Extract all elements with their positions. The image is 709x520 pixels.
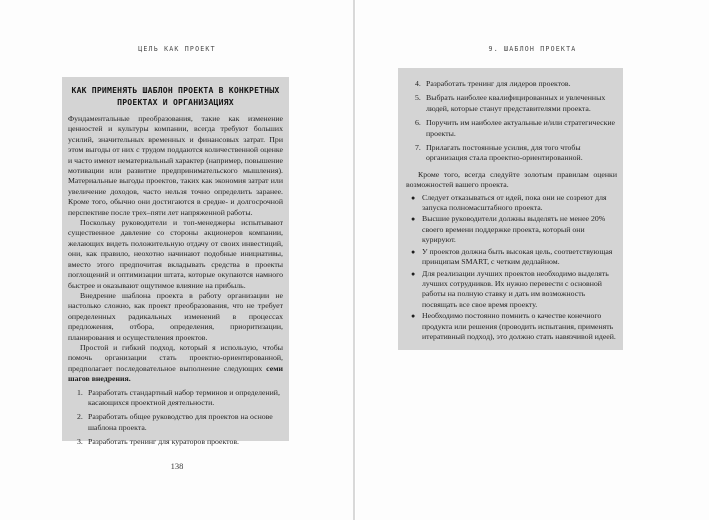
running-head-right: 9. ШАБЛОН ПРОЕКТА: [488, 45, 577, 53]
step-number: 6.: [415, 118, 421, 128]
list-item: [406, 193, 617, 214]
sidebar-box-right: [398, 68, 623, 350]
bullet-icon: ●: [411, 193, 416, 202]
list-item: [68, 388, 283, 409]
list-item: [406, 269, 617, 311]
book-gutter: [353, 0, 355, 520]
step-number: 5.: [415, 93, 421, 103]
steps-list-right: [406, 79, 617, 164]
steps-list-left: [68, 388, 283, 448]
list-item: [406, 311, 617, 342]
step-number: 3.: [77, 437, 83, 447]
step-number: 7.: [415, 143, 421, 153]
paragraph-4-bold: семи шагов внедрения.: [68, 363, 283, 384]
paragraph-3: Внедрение шаблона проекта в работу организации не настолько сложно, как проект преобразования, что не требует определенных радикальных изменений в процессах предложения, отбора, определения, приоритизации, планирования и осуществления проектов.: [68, 290, 283, 342]
paragraph-4-lead: Простой и гибкий подход, который я использую, чтобы помочь организации стать проектно-ориентированной, предполагает последовательное выполнение следующих: [68, 342, 283, 373]
left-page: [0, 0, 354, 520]
list-item: [406, 118, 617, 139]
bullet-icon: ●: [411, 269, 416, 278]
list-item: [406, 143, 617, 164]
bullet-icon: ●: [411, 247, 416, 256]
list-item: [68, 412, 283, 433]
box-title: КАК ПРИМЕНЯТЬ ШАБЛОН ПРОЕКТА В КОНКРЕТНЫХ ПРОЕКТАХ И ОРГАНИЗАЦИЯХ: [71, 85, 280, 107]
step-number: 2.: [77, 412, 83, 422]
list-item: [406, 79, 617, 89]
running-head-left: ЦЕЛЬ КАК ПРОЕКТ: [138, 45, 216, 53]
page-number: 138: [170, 461, 184, 471]
paragraph-2: Поскольку руководители и топ-менеджеры испытывают существенное давление со стороны акционеров компании, желающих видеть положительную отдачу от своих инвестиций, они, как правило, неохотно начинают подобные инициативы, вместо этого предпочитая вкладывать средства в проекты поглощений и оптимизации штата, которые окупаются намного быстрее и оказывают ощутимое влияние на прибыль.: [68, 218, 283, 290]
right-page: [356, 0, 709, 520]
step-number: 4.: [415, 79, 421, 88]
rule-text: Для реализации лучших проектов необходимо выделять лучших сотрудников. Их нужно перевести с основной работы на полную ставку и дать им возможность посвящать все свое время проекту.: [422, 268, 609, 309]
rules-intro: Кроме того, всегда следуйте золотым правилам оценки возможностей вашего проекта.: [406, 169, 617, 190]
step-text: Разработать стандартный набор терминов и определений, касающихся проектной деятельности.: [88, 387, 280, 407]
rules-list: [406, 193, 617, 343]
step-text: Разработать общее руководство для проектов на основе шаблона проекта.: [88, 412, 273, 432]
paragraph-1: Фундаментальные преобразования, такие как изменение ценностей и культуры компании, всегда требуют больших усилий, значительных временных и финансовых затрат. При этом выгоды от них с трудом поддаются количественной оценке и часто имеют нематериальный характер (например, повышение мотивации или развитие предпринимательского мышления). Материальные выгоды проектов, таких как экономия затрат или увеличение доходов, часто нельзя точно определить заранее. Кроме того, обычно они достигаются в средне- и долгосрочной перспективе после трех–пяти лет напряженной работы.: [68, 114, 283, 217]
bullet-icon: ●: [411, 215, 416, 224]
list-item: [406, 93, 617, 114]
step-text: Поручить им наиболее актуальные и/или стратегические проекты.: [426, 118, 615, 138]
list-item: [68, 437, 283, 447]
rule-text: Следует отказываться от идей, пока они не созреют для запуска полномасштабного проекта.: [422, 192, 607, 213]
bullet-icon: ●: [411, 312, 416, 321]
rule-text: У проектов должна быть высокая цель, соответствующая принципам SMART, с четким дедлайном.: [422, 246, 613, 267]
paragraph-4: [68, 343, 283, 385]
step-text: Выбрать наиболее квалифицированных и увлеченных людей, которые станут представителями проекта.: [426, 93, 606, 113]
rule-text: Высшие руководители должны выделять не менее 20% своего времени поддержке проекта, который они курируют.: [422, 214, 606, 245]
list-item: [406, 214, 617, 245]
rule-text: Необходимо постоянно помнить о качестве конечного продукта или решения (проводить испытания, применять итеративный подход), это должно стать навязчивой идеей.: [422, 311, 616, 341]
step-number: 1.: [77, 387, 83, 397]
sidebar-box-left: [62, 77, 289, 447]
step-text: Прилагать постоянные усилия, для того чтобы организация стала проектно-ориентированной.: [426, 143, 583, 163]
list-item: [406, 247, 617, 268]
step-text: Разработать тренинг для кураторов проектов.: [88, 437, 239, 447]
step-text: Разработать тренинг для лидеров проектов.: [426, 79, 571, 88]
